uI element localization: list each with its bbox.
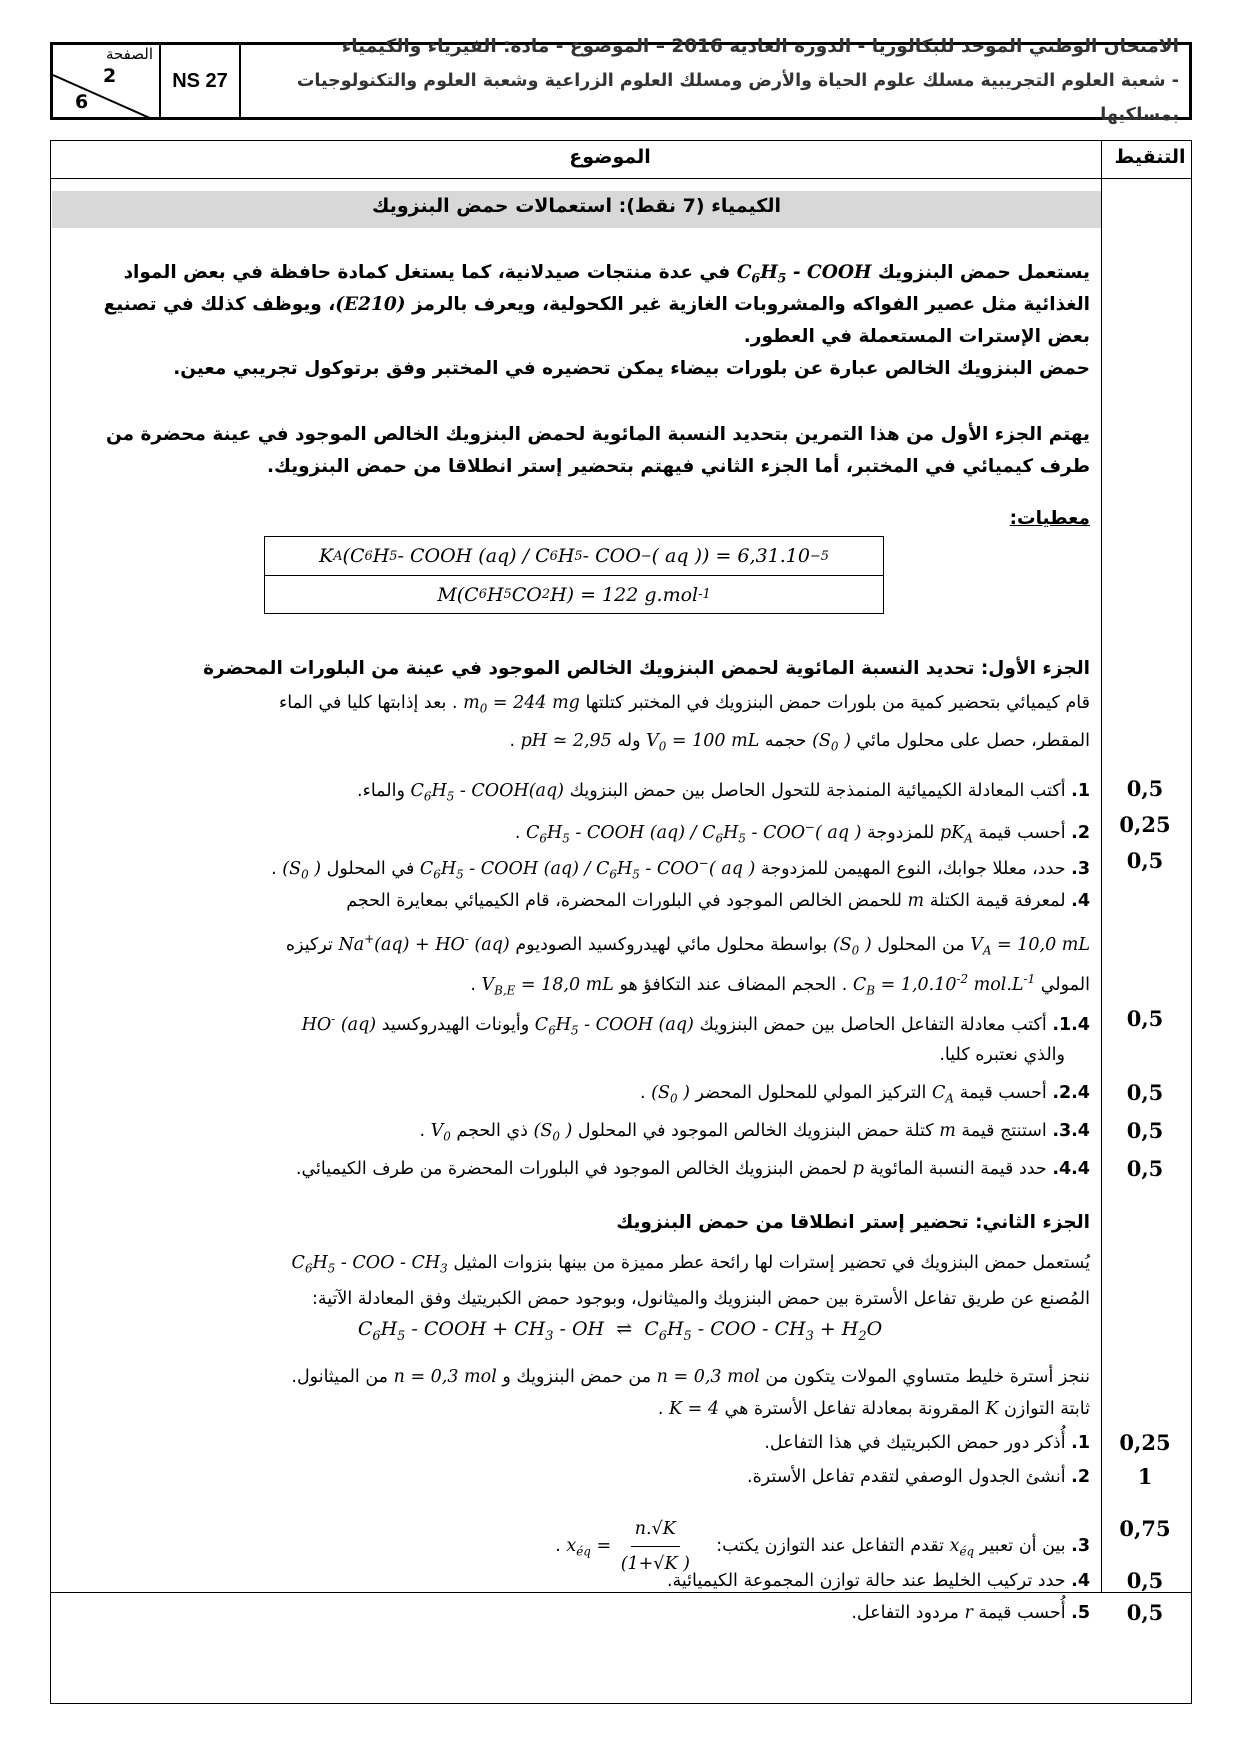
part1-title: الجزء الأول: تحديد النسبة المائوية لحمض البنزويك الخالص الموجود في عينة من البلورات المحضرة [203,658,1090,679]
esterification-equation: $C_6H_5$ - COOH + $CH_3$ - OH ⇌ $C_6H_5$ - COO - $CH_3 + H_2O$ [357,1318,883,1344]
score-p2q1: 0,25 [1119,1430,1171,1455]
page-number: 2 [103,65,117,87]
part1-text1: قام كيميائي بتحضير كمية من بلورات حمض البنزويك في المختبر كتلتها $m_0 = 244$ mg . بعد إذابتها كليا في الماء [279,693,1090,716]
p1-question-2: 2. أحسب قيمة $pK_A$ للمزدوجة $C_6H_5$ - COOH $(aq) / C_6H_5 - COO^-$( aq ) . [514,820,1090,846]
header-row-divider [50,178,1192,179]
part2-text2: المُصنع عن طريق تفاعل الأسترة بين حمض البنزويك والميثانول، وبوجود حمض الكبريتيك وفق المعادلة الآتية: [311,1289,1090,1309]
data-molar-mass: M(C 6 H 5 CO 2 H) = 122 g.mol -1 [265,575,883,613]
intro-line6: طرف كيميائي في المختبر، أما الجزء الثاني فيهتم بتحضير إستر انطلاقا من حمض البنزويك. [266,456,1090,477]
intro-line4: حمض البنزويك الخالص عبارة عن بلورات بيضاء يمكن تحضيره في المختبر وفق برتوكول تجريبي معين. [173,358,1090,379]
p1-question-4-1: 1.4. أكتب معادلة التفاعل الحاصل بين حمض البنزويك $C_6H_5$ - COOH (aq) وأيونات الهيدروكسيد HO- (aq) [301,1012,1090,1038]
p1-question-4-2: 2.4. أحسب قيمة $C_A$ التركيز المولي للمحلول المحضر ($S_0$ ) . [640,1083,1090,1106]
score-p2q5: 0,5 [1126,1600,1164,1625]
exam-title-line1: الامتحان الوطني الموحد للبكالوريا - الدورة العادية 2016 – الموضوع - مادة: الفيزياء والكيمياء [341,36,1179,57]
data-table [264,536,884,614]
page-total: 6 [75,91,89,113]
exam-header [50,36,1192,125]
exam-code: NS 27 [161,45,241,117]
score-p2q4: 0,5 [1126,1568,1164,1593]
score-p1q41: 0,5 [1126,1006,1164,1031]
score-p1q44: 0,5 [1126,1156,1164,1181]
p1-question-4-1-line2: والذي نعتبره كليا. [939,1045,1065,1065]
p1-question-4-4: 4.4. حدد قيمة النسبة المائوية p لحمض البنزويك الخالص الموجود في البلورات المحضرة من طرف الكيميائي. [295,1159,1090,1179]
part2-text1: يُستعمل حمض البنزويك في تحضير إسترات لها رائحة عطر مميزة من بينها بنزوات المثيل $C_6H_5$ - COO - $CH_3$ [291,1253,1090,1276]
p2-question-1: 1. أُذكر دور حمض الكبريتيك في هذا التفاعل. [764,1433,1090,1453]
p1-question-1: 1. أكتب المعادلة الكيميائية المنمذجة للتحول الحاصل بين حمض البنزويك $C_6H_5$ - COOH(aq) والماء. [357,781,1090,804]
part2-title: الجزء الثاني: تحضير إستر انطلاقا من حمض البنزويك [616,1212,1090,1233]
p1-question-4-3: 3.4. استنتج قيمة m كتلة حمض البنزويك الخالص الموجود في المحلول ($S_0$ ) ذي الحجم $V_0$ . [419,1121,1090,1144]
intro-line5: يهتم الجزء الأول من هذا التمرين بتحديد النسبة المائوية لحمض البنزويك الخالص الموجود في عينة محضرة من [105,424,1090,445]
data-label: معطيات: [1009,508,1090,529]
score-p2q2: 1 [1137,1464,1153,1489]
score-p1q43: 0,5 [1126,1118,1164,1143]
page-label: الصفحة [105,45,153,63]
intro-line3: بعض الإسترات المستعملة في العطور. [743,326,1090,347]
exam-title-line2: - شعبة العلوم التجريبية مسلك علوم الحياة والأرض ومسلك العلوم الزراعية وشعبة العلوم والتكنولوجيات بمسلكيها [296,71,1179,125]
p2-question-3: 3. بين أن تعبير $x_{éq}$ تقدم التفاعل عند التوازن يكتب: $x_{éq}$ = $\frac{n.√K}{(1+√K )}$ . [50,1512,1090,1581]
p2-question-2: 2. أنشئ الجدول الوصفي لتقدم تفاعل الأسترة. [747,1467,1090,1487]
intro-line1: يستعمل حمض البنزويك $C_6H_5$ - COOH في عدة منتجات صيدلانية، كما يستغل كمادة حافظة في بعض المواد [123,262,1090,286]
p1-question-4-line2: $V_A = 10,0$ mL من المحلول ($S_0$ ) بواسطة محلول مائي لهيدروكسيد الصوديوم Na+(aq) + HO- (aq) تركيزه [285,932,1090,958]
xeq-formula: $x_{éq}$ = $\frac{n.√K}{(1+√K )}$ [566,1536,694,1556]
page-indicator [53,45,161,117]
data-ka: K A (C 6 H 5 - COOH (aq) / C 6 H 5 - COO − ( aq )) = 6,31.10 −5 [319,545,829,567]
section-title: الكيمياء (7 نقط): استعمالات حمض البنزويك [372,195,781,217]
p1-question-4-line3: المولي $C_B = 1,0.10^{-2}$ $mol.L^{-1}$ . الحجم المضاف عند التكافؤ هو $V_{B,E} = 18,0$ mL . [470,972,1090,998]
score-p1q42: 0,5 [1126,1080,1164,1105]
subject-column-header: الموضوع [569,146,651,168]
p2-question-4: 4. حدد تركيب الخليط عند حالة توازن المجموعة الكيميائية. [666,1571,1090,1591]
exam-title [241,36,1189,125]
score-column-divider [1101,140,1102,1592]
part2-text3: ننجز أسترة خليط متساوي المولات يتكون من n = 0,3 mol من حمض البنزويك و n = 0,3 mol من الميثانول. [291,1367,1090,1387]
score-p1q1: 0,5 [1126,776,1164,801]
p1-question-3: 3. حدد، معللا جوابك، النوع المهيمن للمزدوجة $C_6H_5$ - COOH $(aq) / C_6H_5 - COO^-$( aq ) في المحلول ($S_0$ ) . [271,856,1090,882]
part2-text4: ثابتة التوازن K المقرونة بمعادلة تفاعل الأسترة هي K = 4 . [657,1399,1090,1419]
p2-question-5: 5. أُحسب قيمة r مردود التفاعل. [851,1603,1090,1623]
score-p1q2: 0,25 [1119,812,1171,837]
p1-question-4: 4. لمعرفة قيمة الكتلة m للحمض الخالص الموجود في البلورات المحضرة، قام الكيميائي بمعايرة الحجم [346,891,1090,911]
intro-line2: الغذائية مثل عصير الفواكه والمشروبات الغازية غير الكحولية، ويعرف بالرمز (E210)، ويوظف كذلك في تصنيع [103,294,1090,315]
part1-text2: المقطر، حصل على محلول مائي ($S_0$ ) حجمه $V_0 = 100$ mL وله pH ≃ 2,95 . [509,731,1090,754]
score-p1q3: 0,5 [1126,848,1164,873]
score-p2q3: 0,75 [1119,1516,1171,1541]
score-column-header: التنقيط [1114,146,1186,168]
